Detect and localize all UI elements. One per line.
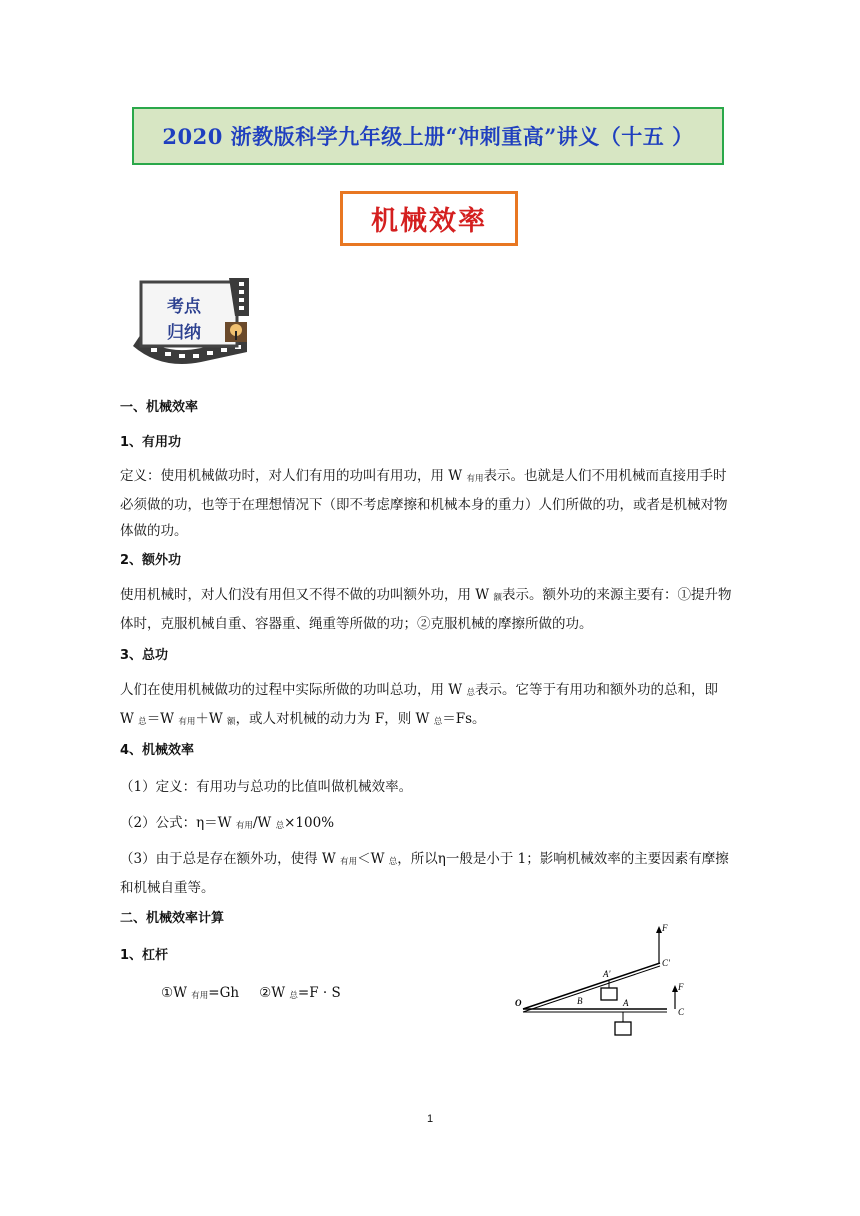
badge-line-2: 归纳: [167, 323, 201, 343]
topic-title: 机械效率: [371, 206, 487, 237]
page-number: 1: [426, 1113, 434, 1125]
subsection-extra-work-heading: 2、额外功: [120, 553, 182, 568]
efficiency-formula: （2）公式：η＝W $_{有用}$/W $_总$×100%: [120, 815, 335, 831]
lever-formulas: ①W $_{有用}$=Gh ②W $_总$=F · S: [161, 985, 341, 1001]
document-title: 2020 浙教版科学九年级上册“冲刺重高”讲义（十五 ）: [162, 124, 694, 149]
label-a: A: [623, 998, 629, 1008]
subsection-lever-heading: 1、杠杆: [120, 948, 169, 963]
badge-line-1: 考点: [167, 297, 201, 317]
total-work-paragraph: 人们在使用机械做功的过程中实际所做的功叫总功，用 W $_总$表示。它等于有用功和额外功的总和，即 W $_总$＝W $_{有用}$＋W $_额$，或人对机械的动力为 F，则 W $_总$＝Fs。: [120, 682, 718, 727]
label-c: C: [678, 1007, 685, 1017]
section-1-heading: 一、机械效率: [120, 400, 199, 415]
efficiency-definition: （1）定义：有用功与总功的比值叫做机械效率。: [120, 779, 413, 795]
topic-title-box: [340, 191, 518, 246]
label-b: B: [577, 996, 583, 1006]
label-a-prime: A': [603, 969, 611, 979]
useful-work-paragraph: 定义：使用机械做功时，对人们有用的功叫有用功，用 W $_{有用}$表示。也就是人们不用机械而直接用手时必须做的功，也等于在理想情况下（即不考虑摩擦和机械本身的重力）人们所做的功，或者是机械对物体做的功。: [120, 468, 728, 539]
key-points-badge: [131, 276, 253, 370]
subsection-total-work-heading: 3、总功: [120, 648, 169, 663]
subsection-useful-work-heading: 1、有用功: [120, 435, 182, 450]
document-title-box: [132, 107, 724, 165]
label-o: O: [515, 998, 522, 1008]
label-c-prime: C': [662, 958, 670, 968]
extra-work-paragraph: 使用机械时，对人们没有用但又不得不做的功叫额外功，用 W $_额$表示。额外功的来源主要有：①提升物体时，克服机械自重、容器重、绳重等所做的功；②克服机械的摩擦所做的功。: [120, 587, 732, 632]
subsection-efficiency-heading: 4、机械效率: [120, 743, 195, 758]
label-force-top: F: [662, 923, 668, 933]
label-force-bottom: F: [678, 982, 684, 992]
lever-diagram: [515, 920, 695, 1044]
section-2-heading: 二、机械效率计算: [120, 911, 225, 926]
efficiency-note: （3）由于总是存在额外功，使得 W $_{有用}$＜W $_总$，所以η一般是小于 1；影响机械效率的主要因素有摩擦和机械自重等。: [120, 851, 729, 896]
